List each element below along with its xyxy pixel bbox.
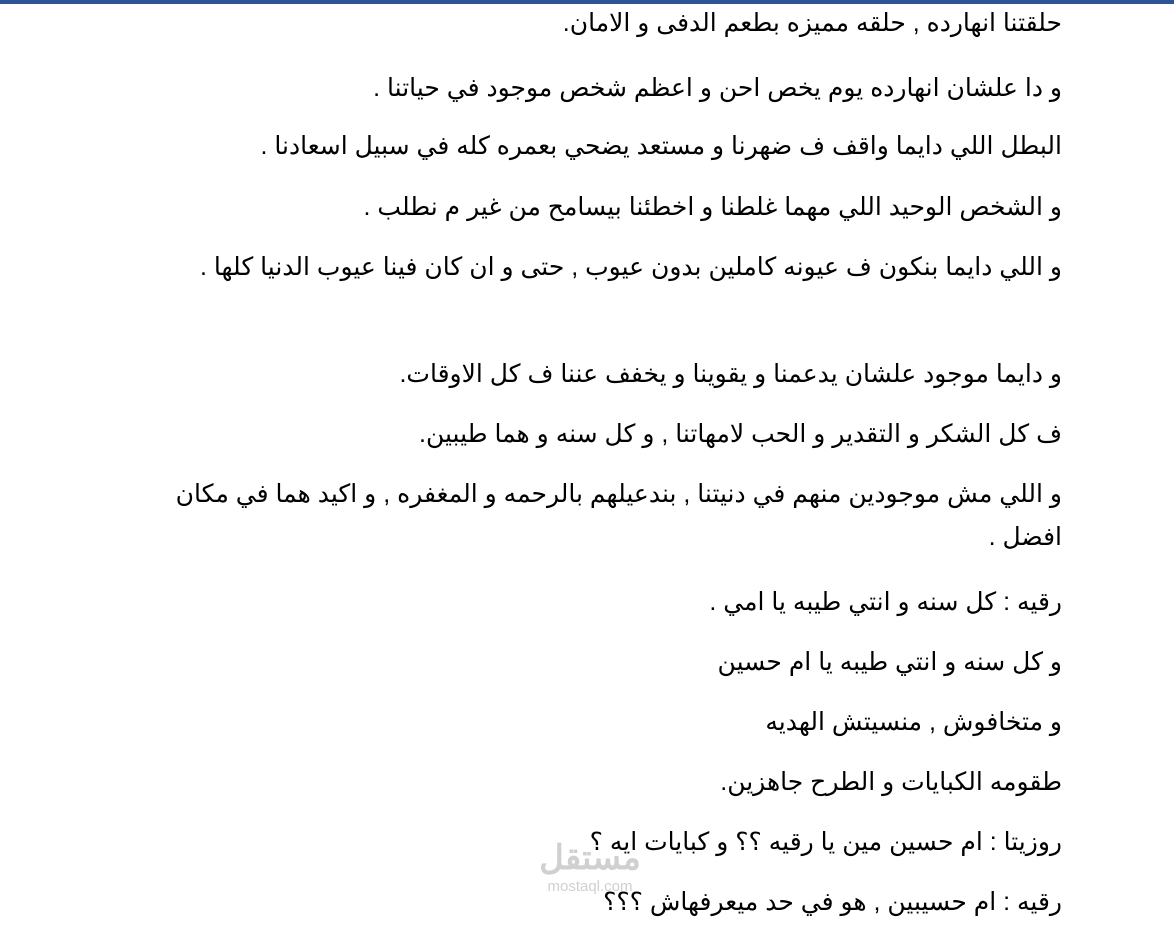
- paragraph-6: و دايما موجود علشان يدعمنا و يقوينا و يخفف عننا ف كل الاوقات.: [399, 360, 1062, 388]
- mostaql-watermark: [510, 838, 670, 908]
- watermark-url: mostaql.com: [547, 878, 633, 895]
- paragraph-14: رقيه : ام حسيبين , هو في حد ميعرفهاش ؟؟؟: [603, 888, 1062, 916]
- paragraph-3: البطل اللي دايما واقف ف ضهرنا و مستعد يضحي بعمره كله في سبيل اسعادنا .: [260, 132, 1062, 160]
- paragraph-4: و الشخص الوحيد اللي مهما غلطنا و اخطئنا بيسامح من غير م نطلب .: [363, 193, 1062, 221]
- paragraph-1: حلقتنا انهارده , حلقه مميزه بطعم الدفى و الامان.: [562, 9, 1062, 37]
- paragraph-5: و اللي دايما بنكون ف عيونه كاملين بدون عيوب , حتى و ان كان فينا عيوب الدنيا كلها .: [200, 253, 1062, 281]
- paragraph-11: و متخافوش , منسيتش الهديه: [765, 708, 1062, 736]
- paragraph-13: روزيتا : ام حسين مين يا رقيه ؟؟ و كبايات ايه ؟: [589, 828, 1062, 856]
- paragraph-7: ف كل الشكر و التقدير و الحب لامهاتنا , و كل سنه و هما طيبين.: [419, 420, 1062, 448]
- paragraph-8: و اللي مش موجودين منهم في دنيتنا , بندعيلهم بالرحمه و المغفره , و اكيد هما في مكان افضل .: [175, 480, 1062, 551]
- paragraph-2: و دا علشان انهارده يوم يخص احن و اعظم شخص موجود في حياتنا .: [373, 74, 1062, 102]
- watermark-logo: مستقل: [539, 839, 641, 877]
- paragraph-12: طقومه الكبايات و الطرح جاهزين.: [720, 768, 1062, 796]
- paragraph-10: و كل سنه و انتي طيبه يا ام حسين: [717, 648, 1062, 676]
- paragraph-9: رقيه : كل سنه و انتي طيبه يا امي .: [709, 588, 1062, 616]
